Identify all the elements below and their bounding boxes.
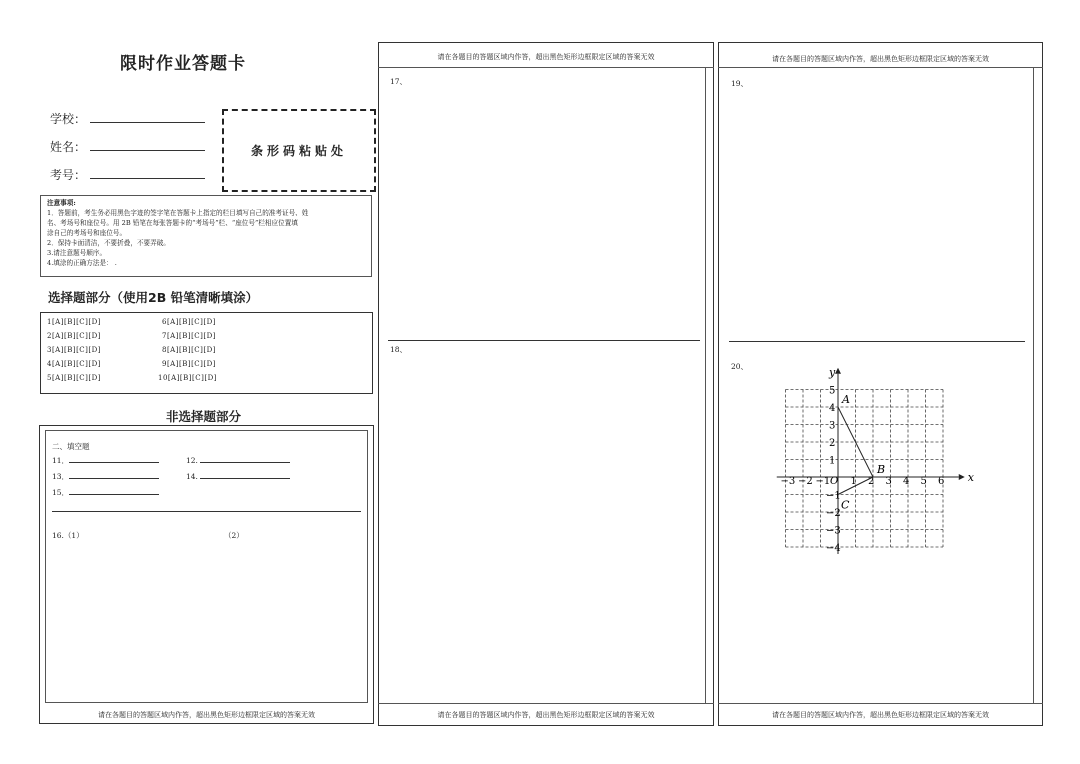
mc-row[interactable]: 4[A][B][C][D]: [47, 360, 101, 368]
point-label: B: [877, 463, 886, 476]
notes-line: 1．答题前，考生务必用黑色字迹的签字笔在答题卡上指定的栏目填写自己的准考证号、姓: [47, 209, 309, 217]
exam-no-field[interactable]: [50, 166, 205, 183]
page-title: 限时作业答题卡: [120, 54, 246, 74]
x-tick-label: O: [830, 476, 839, 487]
divider: [378, 67, 714, 68]
divider: [1033, 67, 1034, 703]
exam-no-line: [90, 168, 205, 179]
mc-row[interactable]: 2[A][B][C][D]: [47, 332, 101, 340]
q20-area[interactable]: 20、: [731, 362, 749, 371]
footer-notice-middle: 请在各题目的答题区域内作答，超出黑色矩形边框限定区域的答案无效: [437, 711, 655, 719]
school-label: 学校：: [50, 112, 87, 126]
q11-field[interactable]: [52, 455, 159, 466]
x-tick-label: −1: [815, 476, 831, 487]
footer-notice-right: 请在各题目的答题区域内作答，超出黑色矩形边框限定区域的答案无效: [772, 711, 989, 719]
exam-no-label: 考号：: [50, 168, 87, 182]
mc-row[interactable]: 3[A][B][C][D]: [47, 346, 101, 354]
notes-line: 名、考场号和座位号。用 2B 铅笔在每张答题卡的“考场号”栏、“座位号”栏相应位置填: [47, 219, 298, 227]
mc-row[interactable]: 9[A][B][C][D]: [162, 360, 216, 368]
mc-row[interactable]: 8[A][B][C][D]: [162, 346, 216, 354]
x-tick-label: −2: [798, 476, 813, 487]
notes-heading: 注意事项:: [47, 199, 76, 207]
barcode-area: [222, 109, 376, 192]
answer-line: [69, 455, 159, 463]
q15-label: 15．: [52, 488, 70, 497]
x-tick-label: 2: [868, 476, 875, 487]
notes-line: 3.请注意题号顺序。: [47, 249, 107, 257]
notes-box: [40, 195, 372, 277]
x-tick-label: 1: [850, 476, 857, 487]
barcode-label: 条形码粘贴处: [250, 144, 347, 158]
mc-row[interactable]: 6[A][B][C][D]: [162, 318, 216, 326]
answer-line: [200, 471, 290, 479]
school-field[interactable]: [50, 110, 205, 127]
mc-row[interactable]: 10[A][B][C][D]: [158, 374, 217, 382]
divider: [718, 703, 1043, 704]
x-axis-arrow: [959, 474, 965, 480]
q15-field[interactable]: [52, 487, 159, 498]
coordinate-graph: [760, 350, 974, 565]
x-tick-label: 3: [885, 476, 892, 487]
notes-line: 4.填涂的正确方法是： .: [47, 259, 117, 267]
footer-notice-left: 请在各题目的答题区域内作答，超出黑色矩形边框限定区域的答案无效: [98, 711, 315, 719]
y-tick-label: 1: [829, 455, 836, 467]
school-line: [90, 112, 205, 123]
x-axis-label: x: [967, 471, 974, 484]
mc-section-title: 选择题部分（使用2B 铅笔清晰填涂）: [48, 290, 259, 305]
q13-label: 13．: [52, 472, 70, 481]
notes-line: 涂自己的考场号和座位号。: [47, 229, 127, 237]
divider: [718, 67, 1043, 68]
fill-heading: 二、填空题: [52, 442, 90, 451]
name-field[interactable]: [50, 138, 205, 155]
answer-line: [69, 487, 159, 495]
x-tick-label: 5: [920, 476, 927, 487]
q12-field[interactable]: [186, 455, 290, 465]
q14-label: 14.: [186, 472, 198, 481]
divider: [388, 340, 700, 341]
mc-row[interactable]: 7[A][B][C][D]: [162, 332, 216, 340]
y-tick-label: −4: [826, 543, 841, 554]
q12-label: 12.: [186, 456, 198, 465]
y-axis-label: y: [829, 365, 836, 379]
np-section-title: 非选择题部分: [166, 409, 242, 424]
answer-line: [200, 455, 290, 463]
q17-area[interactable]: 17、: [390, 77, 408, 86]
q18-area[interactable]: 18、: [390, 345, 408, 354]
point-label: C: [841, 498, 850, 512]
header-notice-middle: 请在各题目的答题区域内作答，超出黑色矩形边框限定区域的答案无效: [437, 53, 655, 61]
header-notice-right: 请在各题目的答题区域内作答，超出黑色矩形边框限定区域的答案无效: [772, 55, 989, 63]
y-tick-label: 5: [829, 385, 836, 397]
y-tick-label: 2: [829, 438, 836, 449]
y-tick-label: 4: [829, 403, 836, 414]
mc-row[interactable]: 5[A][B][C][D]: [47, 374, 101, 382]
q11-label: 11．: [52, 456, 70, 465]
y-tick-label: 3: [829, 420, 836, 432]
y-tick-label: −2: [826, 508, 841, 519]
mc-row[interactable]: 1[A][B][C][D]: [47, 318, 101, 326]
point-label: A: [842, 393, 850, 406]
answer-line: [69, 471, 159, 479]
q19-area[interactable]: 19、: [731, 79, 749, 88]
x-tick-label: 4: [903, 476, 910, 487]
notes-line: 2．保持卡面清洁，不要折叠，不要弄破。: [47, 239, 170, 247]
y-tick-label: −1: [826, 490, 841, 502]
np-inner-box: [45, 430, 368, 703]
name-label: 姓名：: [50, 140, 87, 154]
x-tick-label: −3: [780, 476, 796, 487]
q16-part1[interactable]: 16.（1）: [52, 531, 84, 540]
y-axis-arrow: [835, 368, 841, 374]
middle-column-box: [378, 42, 714, 726]
q13-field[interactable]: [52, 471, 159, 482]
name-line: [90, 140, 205, 151]
divider: [729, 341, 1025, 342]
y-tick-label: −3: [826, 525, 841, 537]
q14-field[interactable]: [186, 471, 290, 481]
divider: [705, 67, 706, 703]
x-tick-label: 6: [938, 476, 945, 487]
q16-part2[interactable]: （2）: [224, 531, 244, 540]
mc-answer-box: [40, 312, 373, 394]
divider: [378, 703, 714, 704]
divider: [52, 511, 361, 512]
